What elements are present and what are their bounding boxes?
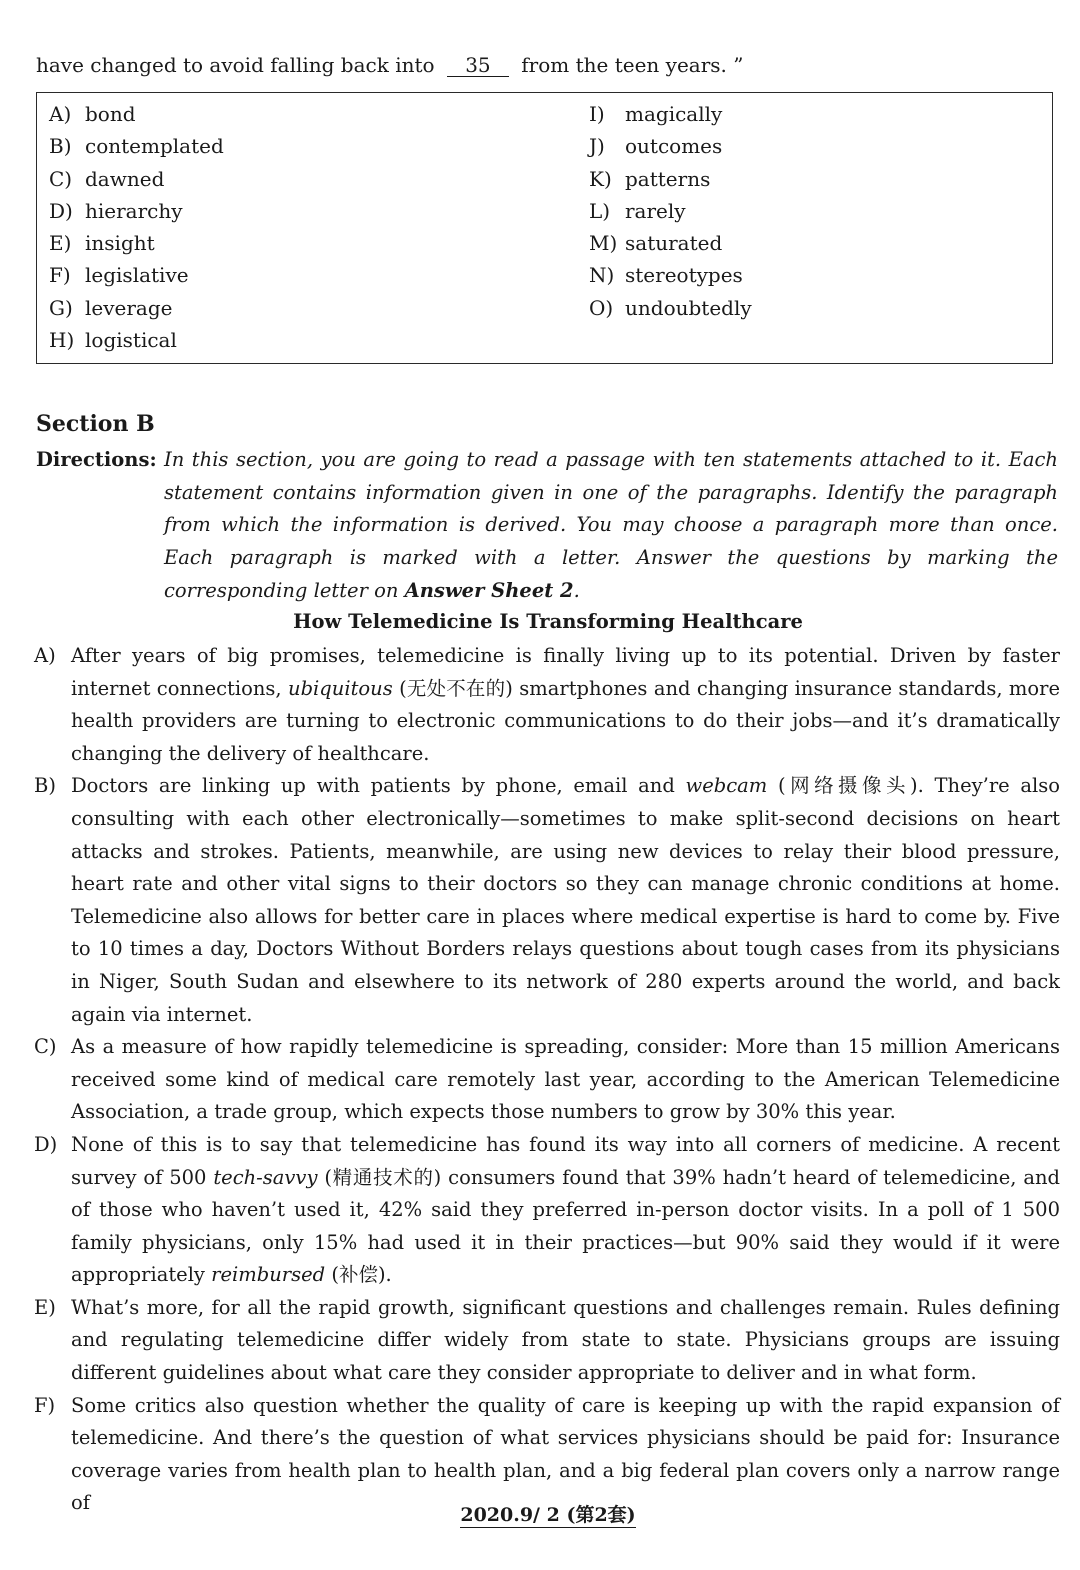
word-bank-word: legislative xyxy=(85,263,189,288)
word-bank-item xyxy=(589,98,752,130)
word-bank-word: leverage xyxy=(85,295,173,320)
word-bank-item xyxy=(49,98,224,130)
answer-sheet-label: Answer Sheet 2 xyxy=(404,578,574,602)
word-bank-word: dawned xyxy=(85,166,165,191)
passage-paragraphs xyxy=(34,640,1060,1520)
paragraph-text: (补偿). xyxy=(325,1263,392,1287)
word-bank-box xyxy=(36,92,1053,364)
paragraph-letter: F) xyxy=(34,1393,56,1417)
word-bank-word: saturated xyxy=(625,231,723,256)
line-text-after: from the teen years. ” xyxy=(521,53,744,77)
word-bank-word: undoubtedly xyxy=(625,295,752,320)
paragraph-letter: E) xyxy=(34,1295,56,1319)
paragraph-letter: D) xyxy=(34,1132,58,1156)
paragraph-e xyxy=(34,1292,1060,1390)
word-bank-letter: N) xyxy=(589,263,615,288)
paragraph-a xyxy=(34,640,1060,770)
paragraph-text: Some critics also question whether the quality of care is keeping up with the rapid expansion of telemedicine. And there’s the question of what services physicians should be paid for: Insurance coverage varies from health plan to health plan, and a big federal plan covers only a narrow range of xyxy=(71,1393,1060,1515)
paragraph-b xyxy=(34,770,1060,1031)
word-bank-letter: D) xyxy=(49,198,73,223)
word-bank-word: outcomes xyxy=(625,134,723,159)
word-bank-item xyxy=(49,259,224,291)
word-bank-letter: L) xyxy=(589,198,611,223)
word-bank-letter: F) xyxy=(49,263,71,288)
paragraph-text: (精通技术的) consumers found that 39% hadn’t heard of telemedicine, and of those who haven’t used it, 42% said they preferred in-person doctor visits. In a poll of 1 500 family physicians, only 15% had used it in their practices—but 90% said they would if it were appropriately xyxy=(71,1165,1061,1287)
paragraph-letter: C) xyxy=(34,1035,57,1059)
word-bank-item xyxy=(589,292,752,324)
word-bank-word: rarely xyxy=(625,198,686,223)
paragraph-d xyxy=(34,1129,1060,1292)
word-bank-right-column xyxy=(589,98,752,324)
paragraph-text: (网络摄像头). They’re also consulting with each other electronically—sometimes to make split-second decisions on heart attacks and strokes. Patients, meanwhile, are using new devices to relay their blood pressure, heart rate and other vital signs to their doctors so they can manage chronic conditions at home. Telemedicine also allows for better care in places where medical expertise is hard to come by. Five to 10 times a day, Doctors Without Borders relays questions about tough cases from its physicians in Niger, South Sudan and elsewhere to its network of 280 experts around the world, and back again via internet. xyxy=(71,774,1060,1026)
directions-end: . xyxy=(573,578,580,602)
word-bank-word: bond xyxy=(85,102,136,126)
paragraph-text: After years of big promises, telemedicine is finally living up to its potential. Driven by faster internet connections, xyxy=(71,644,1060,700)
word-bank-letter: J) xyxy=(589,134,605,159)
directions-block xyxy=(36,444,1058,608)
word-bank-letter: G) xyxy=(49,295,73,320)
word-bank-item xyxy=(589,195,752,227)
word-bank-item xyxy=(49,324,224,356)
paragraph-text: (无处不在的) smartphones and changing insurance standards, more health providers are turning to electronic communications to do their jobs—and it’s dramatically changing the delivery of healthcare. xyxy=(71,676,1060,765)
paragraph-text: As a measure of how rapidly telemedicine is spreading, consider: More than 15 million Americans received some kind of medical care remotely last year, according to the American Telemedicine Association, a trade group, which expects those numbers to grow by 30% this year. xyxy=(71,1035,1060,1124)
word-bank-left-column xyxy=(49,98,224,356)
directions-text xyxy=(164,444,1058,608)
directions-label: Directions: xyxy=(36,448,157,471)
word-bank-item xyxy=(589,130,752,162)
word-bank-item xyxy=(49,195,224,227)
word-bank-letter: O) xyxy=(589,295,614,320)
italic-term: tech-savvy xyxy=(213,1165,318,1189)
word-bank-letter: E) xyxy=(49,231,72,256)
section-title: Section B xyxy=(36,411,155,437)
word-bank-item xyxy=(49,227,224,259)
directions-body: In this section, you are going to read a passage with ten statements attached to it. Each statement contains information given in one of the paragraphs. Identify the paragraph from which the information is derived. You may choose a paragraph more than once. Each paragraph is marked with a letter. Answer the questions by marking the corresponding letter on xyxy=(164,448,1058,602)
word-bank-letter: A) xyxy=(49,102,72,126)
word-bank-item xyxy=(589,259,752,291)
word-bank-word: logistical xyxy=(85,328,177,353)
word-bank-word: stereotypes xyxy=(625,263,743,288)
word-bank-word: insight xyxy=(85,231,155,256)
page-footer xyxy=(0,1502,1080,1528)
word-bank-item xyxy=(49,292,224,324)
word-bank-letter: C) xyxy=(49,166,73,191)
word-bank-word: magically xyxy=(625,102,723,126)
footer-text: 2020.9/ 2 (第2套) xyxy=(460,1504,636,1526)
blank-35: 35 xyxy=(447,54,509,77)
word-bank-item xyxy=(589,163,752,195)
paragraph-letter: A) xyxy=(34,644,56,667)
italic-term: webcam xyxy=(685,774,768,798)
paragraph-letter: B) xyxy=(34,774,56,798)
passage-title: How Telemedicine Is Transforming Healthcare xyxy=(293,610,803,633)
paragraph-text: None of this is to say that telemedicine has found its way into all corners of medicine. A recent survey of 500 xyxy=(71,1132,1060,1189)
word-bank-letter: H) xyxy=(49,328,75,353)
word-bank-item xyxy=(589,227,752,259)
word-bank-item xyxy=(49,163,224,195)
word-bank-letter: B) xyxy=(49,134,72,159)
line-text-before: have changed to avoid falling back into xyxy=(36,53,435,77)
paragraph-c xyxy=(34,1031,1060,1129)
word-bank-item xyxy=(49,130,224,162)
word-bank-letter: M) xyxy=(589,231,618,256)
italic-term: ubiquitous xyxy=(288,676,393,700)
question-35-line xyxy=(36,52,744,78)
paragraph-f xyxy=(34,1390,1060,1520)
word-bank-letter: K) xyxy=(589,166,612,191)
paragraph-text: What’s more, for all the rapid growth, significant questions and challenges remain. Rules defining and regulating telemedicine differ widely from state to state. Physicians groups are issuing different guidelines about what care they consider appropriate to deliver and in what form. xyxy=(71,1295,1060,1385)
italic-term: reimbursed xyxy=(211,1263,326,1287)
paragraph-text: Doctors are linking up with patients by phone, email and xyxy=(71,774,686,798)
word-bank-word: patterns xyxy=(625,166,711,191)
word-bank-letter: I) xyxy=(589,102,605,126)
word-bank-word: contemplated xyxy=(85,134,224,159)
word-bank-word: hierarchy xyxy=(85,198,183,223)
